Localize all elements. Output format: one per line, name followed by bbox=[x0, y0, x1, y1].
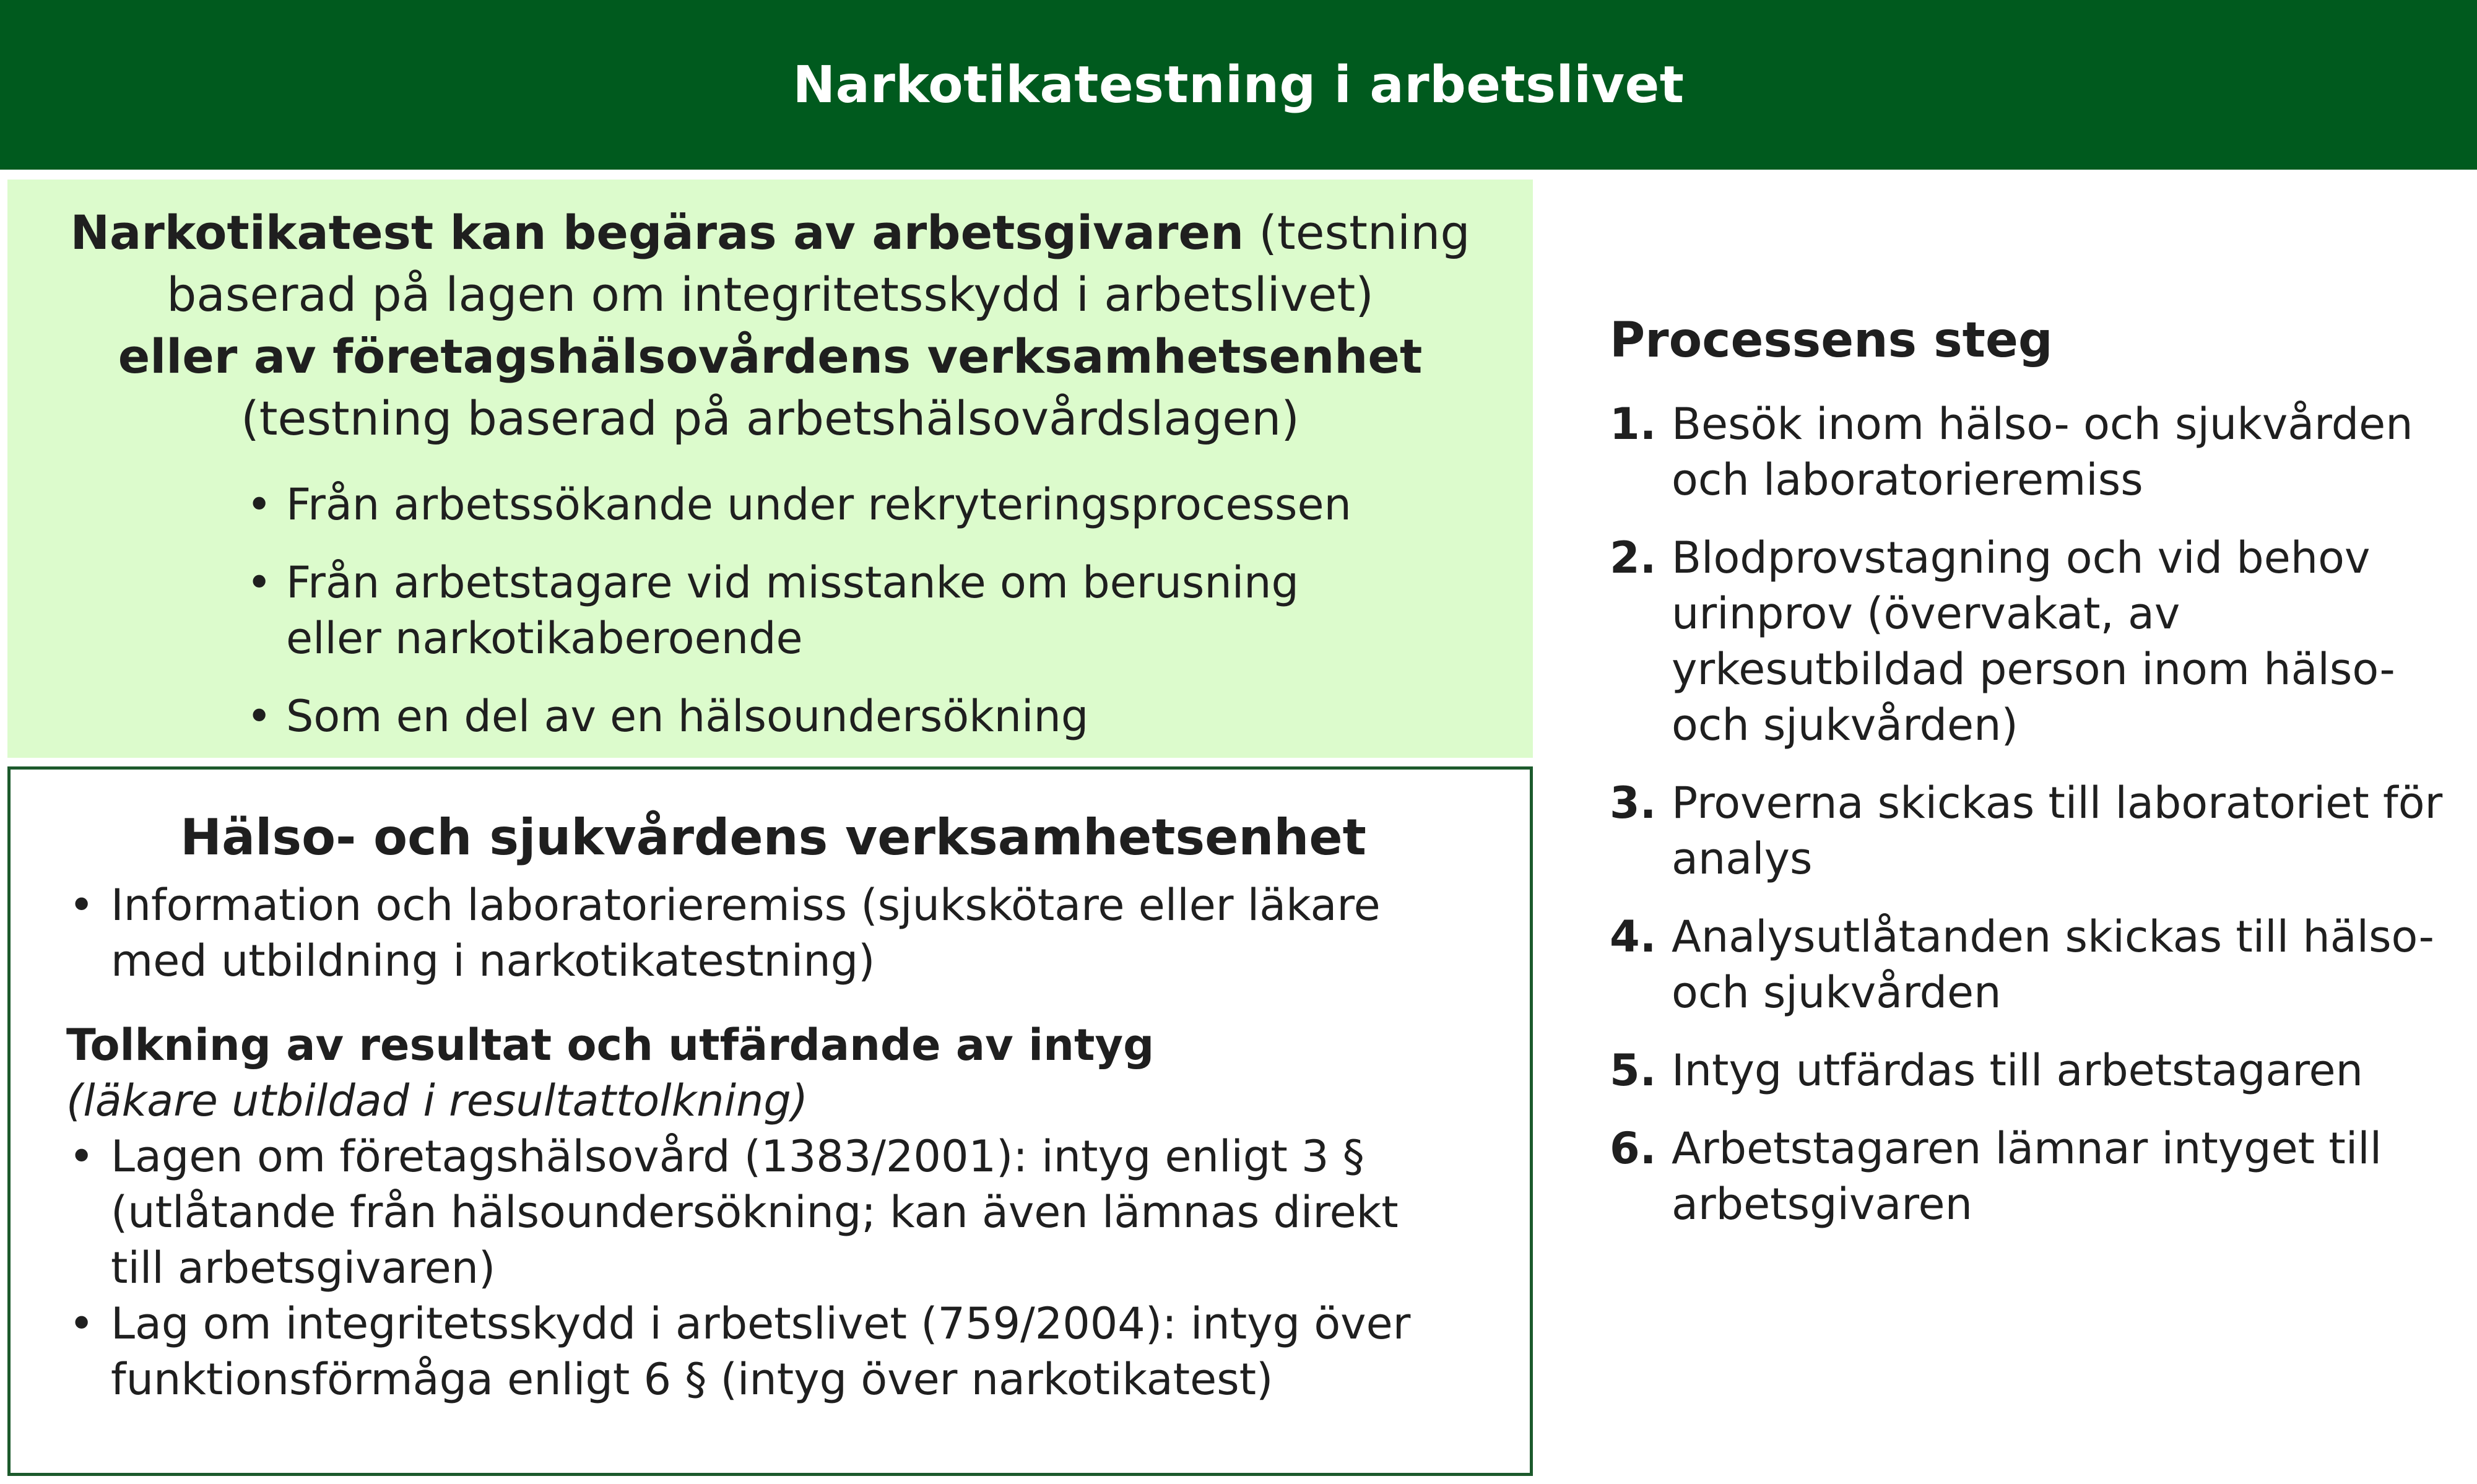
process-steps-title: Processens steg bbox=[1610, 313, 2053, 368]
request-intro-employer-basis: (testning baserad på lagen om integritetsskydd i arbetslivet) bbox=[167, 205, 1470, 322]
step-number: 6. bbox=[1610, 1123, 1657, 1174]
step-number: 5. bbox=[1610, 1045, 1657, 1096]
request-intro-employer: Narkotikatest kan begäras av arbetsgivaren bbox=[70, 205, 1244, 260]
test-request-box bbox=[7, 180, 1533, 758]
step-text: Intyg utfärdas till arbetstagaren bbox=[1672, 1045, 2363, 1096]
list-item: • Information och laboratorieremiss (sjukskötare eller läkare med utbildning i narkotikatestning) bbox=[66, 877, 1480, 989]
list-item: • Från arbetssökande under rekryteringsprocessen bbox=[243, 477, 1496, 532]
list-item bbox=[1610, 1121, 2464, 1232]
process-steps bbox=[1610, 310, 2464, 1254]
law-list bbox=[66, 1129, 1441, 1407]
request-intro-occupational-health: eller av företagshälsovårdens verksamhetsenhet bbox=[118, 329, 1423, 384]
step-number: 1. bbox=[1610, 399, 1657, 449]
unit-info-list bbox=[66, 877, 1480, 989]
step-text: Blodprovstagning och vid behov urinprov (övervakat, av yrkesutbildad person inom hälso- och sjukvården) bbox=[1672, 532, 2395, 750]
step-number: 4. bbox=[1610, 911, 1657, 962]
request-intro-occupational-health-basis: (testning baserad på arbetshälsovårdslagen) bbox=[241, 391, 1299, 446]
list-item: • Som en del av en hälsoundersökning bbox=[243, 688, 1496, 744]
interpretation-subtitle: (läkare utbildad i resultattolkning) bbox=[66, 1075, 809, 1126]
step-number: 3. bbox=[1610, 778, 1657, 828]
list-item bbox=[1610, 909, 2464, 1020]
step-text: Proverna skickas till laboratoriet för analys bbox=[1672, 778, 2443, 884]
list-item bbox=[1610, 530, 2464, 753]
header-bar bbox=[0, 0, 2477, 170]
page-title: Narkotikatestning i arbetslivet bbox=[792, 55, 1685, 115]
step-text: Analysutlåtanden skickas till hälso- och sjukvården bbox=[1672, 911, 2434, 1018]
list-item: • Lag om integritetsskydd i arbetslivet (759/2004): intyg över funktionsförmåga enligt 6 § (intyg över narkotikatest) bbox=[66, 1296, 1441, 1407]
health-care-unit-box bbox=[7, 766, 1533, 1476]
list-item bbox=[1610, 775, 2464, 887]
step-text: Besök inom hälso- och sjukvården och laboratorieremiss bbox=[1672, 399, 2413, 505]
step-number: 2. bbox=[1610, 532, 1657, 583]
request-intro bbox=[45, 202, 1496, 449]
process-steps-list bbox=[1610, 396, 2464, 1232]
step-text: Arbetstagaren lämnar intyget till arbetsgivaren bbox=[1672, 1123, 2382, 1230]
health-care-unit-title: Hälso- och sjukvårdens verksamhetsenhet bbox=[180, 809, 1366, 866]
list-item bbox=[1610, 1043, 2464, 1098]
list-item: • Lagen om företagshälsovård (1383/2001): intyg enligt 3 § (utlåtande från hälsoundersökning; kan även lämnas direkt till arbetsgivaren) bbox=[66, 1129, 1441, 1296]
list-item bbox=[1610, 396, 2464, 508]
request-target-list bbox=[45, 477, 1496, 744]
interpretation-title: Tolkning av resultat och utfärdande av intyg bbox=[66, 1020, 1155, 1070]
list-item: • Från arbetstagare vid misstanke om berusning eller narkotikaberoende bbox=[243, 555, 1400, 666]
